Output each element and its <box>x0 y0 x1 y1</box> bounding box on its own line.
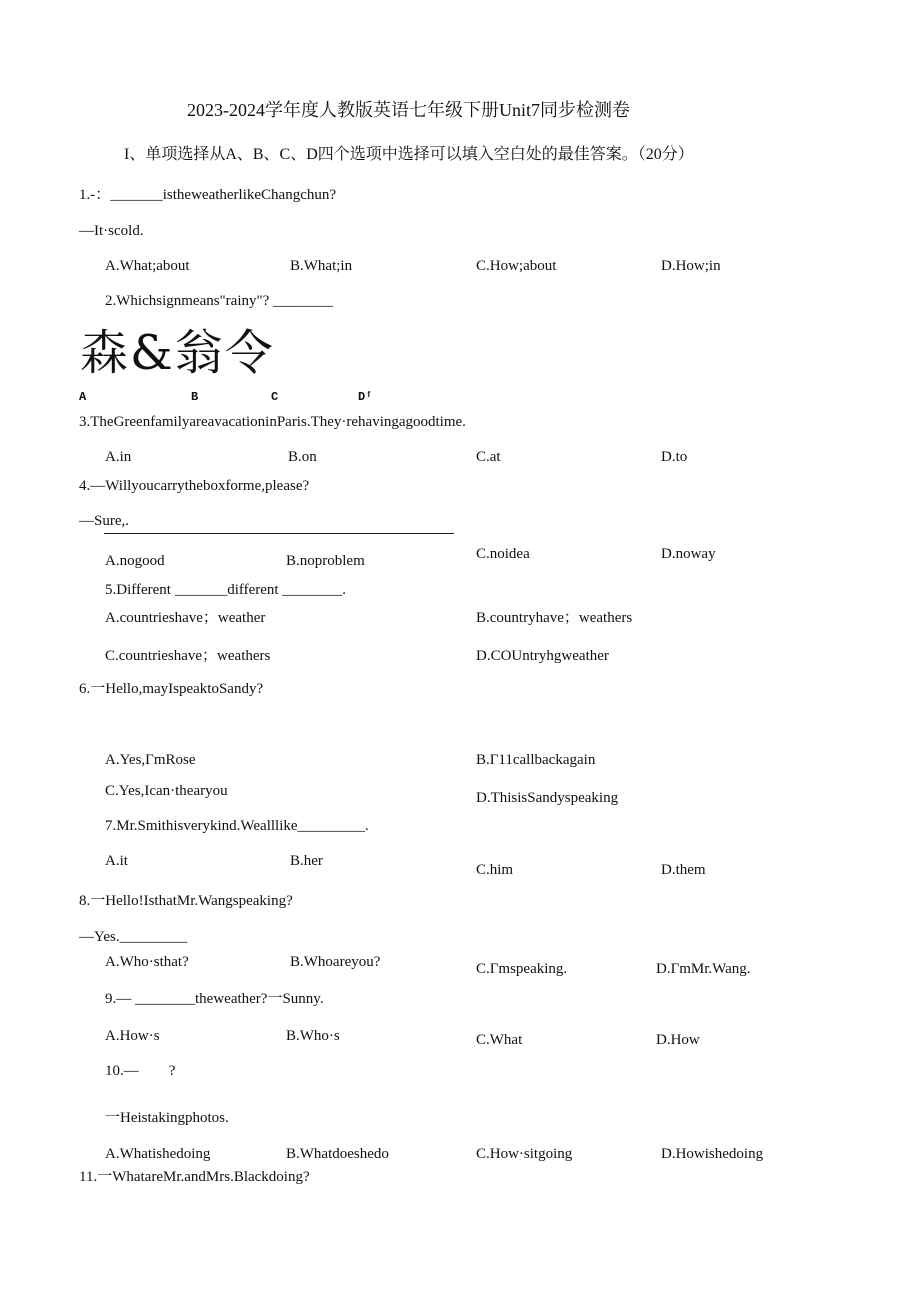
question-6-option-d: D.ThisisSandyspeaking <box>476 790 619 806</box>
question-5-stem: 5.Different _______different ________. <box>105 582 347 598</box>
question-8-option-a: A.Who·sthat? <box>105 954 189 970</box>
question-6-option-a: A.Yes,ΓmRose <box>105 752 196 768</box>
question-3-option-b: B.on <box>288 449 317 465</box>
question-2-stem: 2.Whichsignmeans"rainy"? ________ <box>105 293 334 309</box>
question-6-option-c: C.Yes,Ican·thearyou <box>105 783 228 799</box>
question-1-option-a: A.What;about <box>105 258 190 274</box>
question-8-option-d: D.ΓmMr.Wang. <box>656 961 751 977</box>
question-1-option-b: B.What;in <box>290 258 353 274</box>
question-4-option-b: B.noproblem <box>286 553 365 569</box>
question-3-option-c: C.at <box>476 449 501 465</box>
question-10-option-d: D.Howishedoing <box>661 1146 764 1162</box>
question-3-option-a: A.in <box>105 449 132 465</box>
question-11-stem: 11.一WhatareMr.andMrs.Blackdoing? <box>79 1169 310 1185</box>
question-4-option-c: C.noidea <box>476 546 530 562</box>
question-2-label-c: C <box>271 390 279 404</box>
question-7-option-a: A.it <box>105 853 128 869</box>
question-8-option-c: C.Γmspeaking. <box>476 961 568 977</box>
question-7-stem: 7.Mr.Smithisverykind.Wealllike_________. <box>105 818 369 834</box>
question-4-option-a: A.nogood <box>105 553 165 569</box>
question-5-option-a: A.countrieshave；weather <box>105 610 266 626</box>
question-5-option-b: B.countryhave；weathers <box>476 610 633 626</box>
question-9-option-a: A.How·s <box>105 1028 160 1044</box>
question-3-stem: 3.TheGreenfamilyareavacationinParis.They·rehavingagoodtime. <box>79 414 466 430</box>
question-4-option-d: D.noway <box>661 546 716 562</box>
question-10-option-a: A.Whatishedoing <box>105 1146 211 1162</box>
question-10-reply: 一Heistakingphotos. <box>105 1110 229 1126</box>
question-1-option-d: D.How;in <box>661 258 721 274</box>
question-9-option-b: B.Who·s <box>286 1028 340 1044</box>
question-4-stem: 4.—Willyoucarrytheboxforme,please? <box>79 478 310 494</box>
question-9-stem: 9.— ________theweather?一Sunny. <box>105 991 324 1007</box>
weather-sign-images: 森&翁令 <box>80 325 275 381</box>
question-5-option-c: C.countrieshave；weathers <box>105 648 271 664</box>
section-heading: I、单项选择从A、B、C、D四个选项中选择可以填入空白处的最佳答案。（20分） <box>124 146 694 163</box>
question-2-label-d: Dᶠ <box>358 390 373 404</box>
question-4-reply: —Sure,. <box>79 513 129 529</box>
answer-blank-line <box>104 533 454 534</box>
question-10-option-b: B.Whatdoeshedo <box>286 1146 389 1162</box>
question-5-option-d: D.COUntryhgweather <box>476 648 609 664</box>
question-8-stem: 8.一Hello!IsthatMr.Wangspeaking? <box>79 893 293 909</box>
question-1-stem: 1.-：_______istheweatherlikeChangchun? <box>79 187 337 203</box>
question-10-option-c: C.How·sitgoing <box>476 1146 573 1162</box>
question-7-option-d: D.them <box>661 862 706 878</box>
question-9-option-d: D.How <box>656 1032 700 1048</box>
page-title: 2023-2024学年度人教版英语七年级下册Unit7同步检测卷 <box>187 100 630 120</box>
question-1-reply: —It·scold. <box>79 223 144 239</box>
question-2-label-b: B <box>191 390 199 404</box>
question-7-option-b: B.her <box>290 853 323 869</box>
question-8-reply: —Yes._________ <box>79 929 188 945</box>
question-6-stem: 6.一Hello,mayIspeaktoSandy? <box>79 681 264 697</box>
question-6-option-b: B.Γ11callbackagain <box>476 752 596 768</box>
question-9-option-c: C.What <box>476 1032 523 1048</box>
question-2-label-a: A <box>79 390 87 404</box>
question-10-stem: 10.— ? <box>105 1063 176 1079</box>
question-7-option-c: C.him <box>476 862 514 878</box>
question-1-option-c: C.How;about <box>476 258 557 274</box>
question-3-option-d: D.to <box>661 449 688 465</box>
question-8-option-b: B.Whoareyou? <box>290 954 381 970</box>
